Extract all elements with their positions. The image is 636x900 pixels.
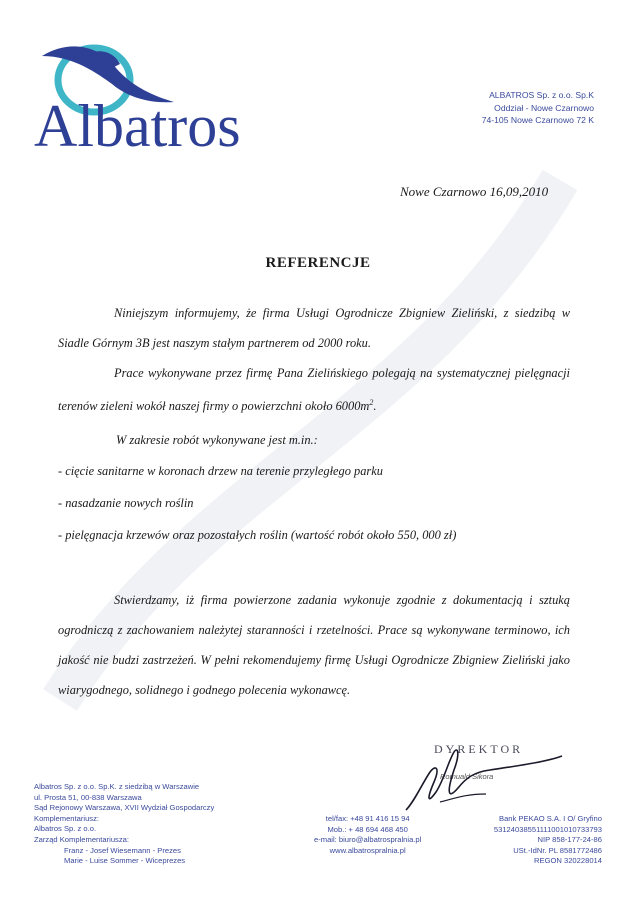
document-title: REFERENCJE: [265, 255, 371, 271]
signature-title: DYREKTOR: [434, 742, 524, 756]
footer-line: ul. Prosta 51, 00-838 Warszawa: [34, 792, 142, 802]
footer-line: Zarząd Komplementariusza:: [34, 834, 129, 844]
list-item: - cięcie sanitarne w koronach drzew na terenie przyległego parku: [58, 464, 383, 479]
footer-line: Franz - Josef Wiesemann - Prezes: [64, 845, 181, 855]
footer-line: Sąd Rejonowy Warszawa, XVII Wydział Gospodarczy: [34, 803, 215, 813]
paragraph-scope-of-work: [58, 358, 570, 421]
superscript: 2: [369, 398, 374, 407]
paragraph-closing: Stwierdzamy, iż firma powierzone zadania wykonuje zgodnie z dokumentacją i sztuką ogrodniczą z zachowaniem należytej staranności i rzetelności. Prace są wykonywane terminowo, ich jakość nie budzi zastrzeżeń. W pełni rekomendujemy firmę Usługi Ogrodnicze Zbigniew Zieliński jako wiarygodnego, solidnego i godnego polecenia wykonawcę.: [58, 593, 570, 698]
footer-line: Albatros Sp. z o.o. Sp.K. z siedzibą w Warszawie: [34, 782, 200, 791]
company-line: ALBATROS Sp. z o.o. Sp.K: [489, 90, 594, 100]
company-address: [482, 89, 594, 127]
paragraph-end: .: [373, 399, 377, 414]
footer-line: Komplementariusz:: [34, 813, 99, 823]
footer-line: REGON 320228014: [534, 856, 602, 866]
paragraph-text: Prace wykonywane przez firmę Pana Zielińskiego polegają na systematycznej pielęgnacji terenów zieleni wokół naszej firmy o powierzchni około 6000m: [58, 366, 570, 414]
footer-line: Marie - Luise Sommer - Wiceprezes: [64, 856, 186, 866]
handwritten-signature: [396, 732, 566, 822]
footer-line: USt.-IdNr. PL 8581772486: [513, 845, 602, 855]
footer-phone: tel/fax: +48 91 416 15 94: [325, 814, 410, 823]
footer-company-info: [34, 782, 214, 867]
scope-heading: W zakresie robót wykonywane jest m.in.:: [116, 433, 318, 448]
footer-line: NIP 858-177-24-86: [537, 835, 602, 845]
company-line: 74-105 Nowe Czarnowo 72 K: [481, 115, 594, 125]
logo-wordmark: Albatros: [34, 93, 241, 159]
paragraph-intro: Niniejszym informujemy, że firma Usługi Ogrodnicze Zbigniew Zieliński, z siedzibą w Siadle Górnym 3B jest naszym stałym partnerem od 2000 roku.: [58, 306, 570, 350]
footer-contact: [314, 814, 421, 856]
footer-email: e-mail: biuro@albatrospralnia.pl: [314, 835, 422, 845]
signature-name: Romuald Sikora: [440, 772, 494, 781]
list-item: - pielęgnacja krzewów oraz pozostałych roślin (wartość robót około 550, 000 zł): [58, 528, 457, 543]
footer-line: Bank PEKAO S.A. I O/ Gryfino: [499, 814, 602, 823]
company-line: Oddział - Nowe Czarnowo: [494, 102, 594, 113]
list-item: - nasadzanie nowych roślin: [58, 496, 194, 511]
letter-body: [58, 298, 570, 705]
footer-bank-info: [494, 814, 602, 867]
footer-website: www.albatrospralnia.pl: [329, 845, 406, 855]
letter-date: Nowe Czarnowo 16,09,2010: [400, 184, 549, 199]
footer-mobile: Mob.: + 48 694 468 450: [327, 824, 408, 834]
footer-line: Albatros Sp. z o.o.: [34, 824, 97, 834]
footer-line: 53124038551111001010733793: [493, 824, 602, 834]
